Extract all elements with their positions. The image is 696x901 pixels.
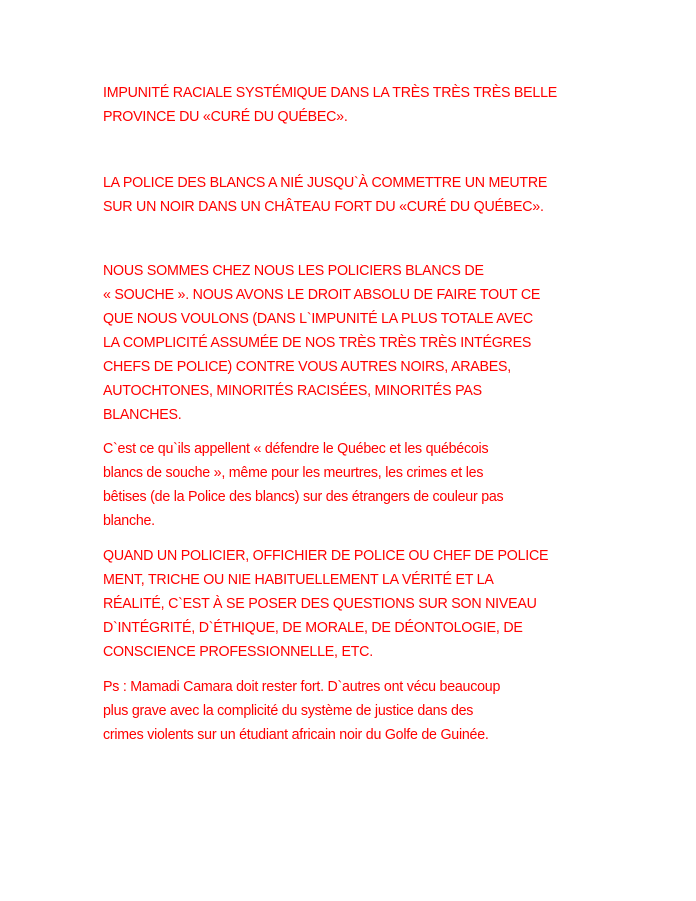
text-line: bêtises (de la Police des blancs) sur des étrangers de couleur pas	[103, 488, 504, 505]
text-line: « SOUCHE ». NOUS AVONS LE DROIT ABSOLU DE FAIRE TOUT CE	[103, 286, 541, 303]
paragraph-defendre-quebec	[103, 437, 623, 533]
text-line: MENT, TRICHE OU NIE HABITUELLEMENT LA VÉRITÉ ET LA	[103, 571, 494, 588]
text-line: SUR UN NOIR DANS UN CHÂTEAU FORT DU «CURÉ DU QUÉBEC».	[103, 198, 544, 215]
text-line: QUE NOUS VOULONS (DANS L`IMPUNITÉ LA PLUS TOTALE AVEC	[103, 310, 533, 327]
text-line: PROVINCE DU «CURÉ DU QUÉBEC».	[103, 108, 348, 125]
paragraph-title	[103, 81, 623, 129]
text-line: crimes violents sur un étudiant africain noir du Golfe de Guinée.	[103, 726, 489, 743]
text-line: AUTOCHTONES, MINORITÉS RACISÉES, MINORITÉS PAS	[103, 382, 482, 399]
text-line: D`INTÉGRITÉ, D`ÉTHIQUE, DE MORALE, DE DÉONTOLOGIE, DE	[103, 619, 523, 636]
text-line: blanche.	[103, 512, 155, 529]
paragraph-postscript	[103, 675, 623, 747]
text-line: RÉALITÉ, C`EST À SE POSER DES QUESTIONS SUR SON NIVEAU	[103, 595, 537, 612]
paragraph-quote-policiers	[103, 259, 623, 427]
text-line: LA COMPLICITÉ ASSUMÉE DE NOS TRÈS TRÈS TRÈS INTÉGRES	[103, 334, 532, 351]
text-line: Ps : Mamadi Camara doit rester fort. D`autres ont vécu beaucoup	[103, 678, 501, 695]
text-line: C`est ce qu`ils appellent « défendre le Québec et les québécois	[103, 440, 489, 457]
text-line: plus grave avec la complicité du système de justice dans des	[103, 702, 474, 719]
text-line: LA POLICE DES BLANCS A NIÉ JUSQU`À COMMETTRE UN MEUTRE	[103, 174, 548, 191]
paragraph-police-denial	[103, 171, 623, 219]
paragraph-integrite	[103, 544, 623, 664]
text-line: CONSCIENCE PROFESSIONNELLE, ETC.	[103, 643, 373, 660]
text-line: NOUS SOMMES CHEZ NOUS LES POLICIERS BLANCS DE	[103, 262, 484, 279]
text-line: CHEFS DE POLICE) CONTRE VOUS AUTRES NOIRS, ARABES,	[103, 358, 511, 375]
text-line: blancs de souche », même pour les meurtres, les crimes et les	[103, 464, 484, 481]
text-line: IMPUNITÉ RACIALE SYSTÉMIQUE DANS LA TRÈS TRÈS TRÈS BELLE	[103, 84, 558, 101]
text-line: BLANCHES.	[103, 406, 182, 423]
text-line: QUAND UN POLICIER, OFFICHIER DE POLICE OU CHEF DE POLICE	[103, 547, 549, 564]
